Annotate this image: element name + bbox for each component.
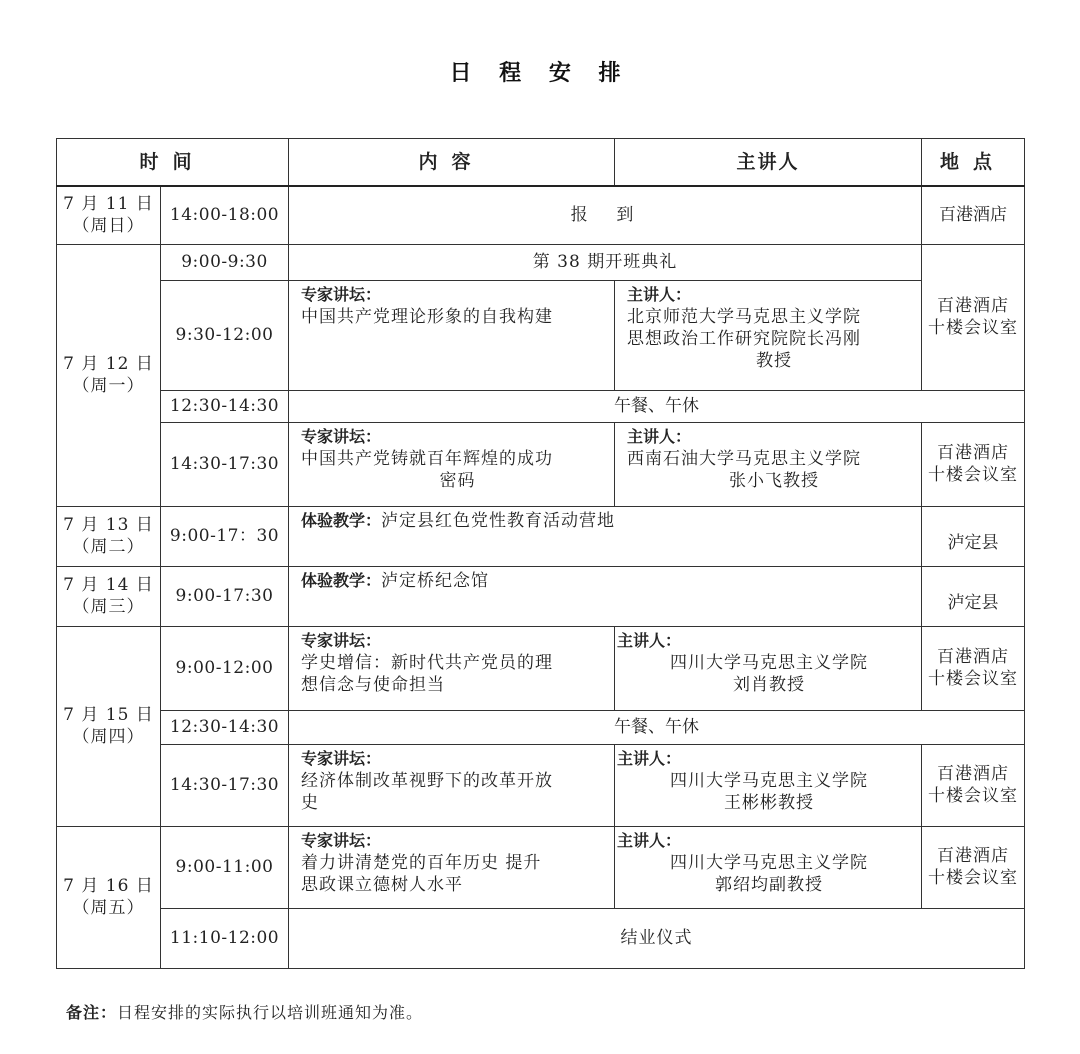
topic-text: 中国共产党理论形象的自我构建 [301, 306, 554, 327]
header-content: 内容 [289, 139, 615, 187]
speaker-cell [615, 744, 922, 826]
weekday-text: （周三） [72, 597, 145, 617]
topic-text: 密码 [439, 470, 476, 491]
speaker-cell [615, 422, 922, 506]
speaker-line: 教授 [756, 350, 793, 371]
content-cell: 报 到 [289, 186, 922, 244]
topic-cell [289, 280, 615, 390]
topic-text: 中国共产党铸就百年辉煌的成功 [301, 448, 554, 469]
location-cell [922, 826, 1025, 908]
table-row [57, 506, 1025, 566]
topic-label: 专家讲坛： [301, 748, 382, 768]
topic-cell [289, 626, 615, 710]
footnote-label: 备注： [66, 1003, 118, 1022]
date-text: 7 月 14 日 [63, 575, 154, 595]
content-cell: 结业仪式 [289, 908, 1025, 968]
location-line: 十楼会议室 [928, 868, 1019, 888]
topic-text: 学史增信：新时代共产党员的理 [301, 652, 554, 673]
speaker-cell [615, 280, 922, 390]
page-title: 日 程 安 排 [449, 61, 631, 86]
time-cell: 9:00-9:30 [161, 244, 289, 280]
topic-cell [289, 422, 615, 506]
speaker-label: 主讲人： [627, 284, 692, 304]
location-line: 十楼会议室 [928, 786, 1019, 806]
topic-label: 专家讲坛： [301, 284, 382, 304]
table-row [57, 826, 1025, 908]
date-cell [57, 626, 161, 826]
table-row [57, 186, 1025, 244]
speaker-label: 主讲人： [617, 630, 682, 650]
location-cell [922, 744, 1025, 826]
topic-label: 专家讲坛： [301, 630, 382, 650]
speaker-line: 四川大学马克思主义学院 [670, 770, 869, 791]
time-cell: 12:30-14:30 [161, 710, 289, 744]
location-cell: 泸定县 [922, 566, 1025, 626]
table-row [57, 390, 1025, 422]
weekday-text: （周日） [72, 216, 145, 237]
speaker-line: 思想政治工作研究院院长冯刚 [627, 328, 862, 349]
table-row [57, 422, 1025, 506]
content-label: 体验教学： [301, 570, 382, 590]
topic-cell [289, 744, 615, 826]
content-label: 体验教学： [301, 510, 382, 530]
table-row [57, 566, 1025, 626]
location-cell: 泸定县 [922, 506, 1025, 566]
content-cell [289, 506, 922, 566]
time-cell: 11:10-12:00 [161, 908, 289, 968]
header-location: 地点 [922, 139, 1025, 187]
header-time: 时间 [57, 139, 289, 187]
table-row [57, 244, 1025, 280]
weekday-text: （周五） [72, 898, 145, 918]
content-cell: 第 38 期开班典礼 [289, 244, 922, 280]
speaker-cell [615, 826, 922, 908]
location-line: 百港酒店 [937, 764, 1010, 784]
speaker-cell [615, 626, 922, 710]
header-speaker: 主讲人 [615, 139, 922, 187]
time-cell: 9:00-17：30 [161, 506, 289, 566]
date-cell [57, 186, 161, 244]
location-cell [922, 626, 1025, 710]
table-row [57, 710, 1025, 744]
date-text: 7 月 13 日 [63, 515, 154, 535]
location-line: 百港酒店 [937, 846, 1010, 866]
location-cell: 百港酒店 [922, 186, 1025, 244]
content-text: 泸定县红色党性教育活动营地 [381, 510, 616, 531]
topic-text: 经济体制改革视野下的改革开放 [301, 770, 554, 791]
footnote-text: 日程安排的实际执行以培训班通知为准。 [117, 1003, 424, 1022]
topic-label: 专家讲坛： [301, 830, 382, 850]
content-cell: 午餐、午休 [289, 390, 1025, 422]
time-cell: 12:30-14:30 [161, 390, 289, 422]
location-line: 百港酒店 [937, 647, 1010, 667]
topic-text: 思政课立德树人水平 [301, 874, 464, 895]
speaker-label: 主讲人： [617, 748, 682, 768]
time-cell: 9:30-12:00 [161, 280, 289, 390]
content-cell [289, 566, 922, 626]
content-text: 泸定桥纪念馆 [381, 570, 490, 591]
content-cell: 午餐、午休 [289, 710, 1025, 744]
location-line: 百港酒店 [937, 296, 1010, 316]
speaker-label: 主讲人： [617, 830, 682, 850]
time-cell: 14:30-17:30 [161, 744, 289, 826]
schedule-table [56, 138, 1025, 969]
speaker-line: 四川大学马克思主义学院 [670, 652, 869, 673]
time-cell: 9:00-17:30 [161, 566, 289, 626]
speaker-line: 郭绍均副教授 [715, 874, 824, 895]
table-row [57, 280, 1025, 390]
speaker-line: 张小飞教授 [729, 470, 820, 491]
location-line: 十楼会议室 [928, 465, 1019, 485]
footnote [66, 1000, 423, 1023]
table-row [57, 744, 1025, 826]
date-text: 7 月 12 日 [63, 354, 154, 374]
weekday-text: （周一） [72, 376, 145, 396]
topic-text: 想信念与使命担当 [301, 674, 446, 695]
date-text: 7 月 11 日 [63, 194, 154, 215]
weekday-text: （周二） [72, 537, 145, 557]
date-cell [57, 826, 161, 968]
time-cell: 9:00-12:00 [161, 626, 289, 710]
speaker-line: 四川大学马克思主义学院 [670, 852, 869, 873]
date-text: 7 月 16 日 [63, 876, 154, 896]
location-line: 十楼会议室 [928, 669, 1019, 689]
time-cell: 9:00-11:00 [161, 826, 289, 908]
date-text: 7 月 15 日 [63, 705, 154, 725]
location-cell [922, 422, 1025, 506]
speaker-line: 西南石油大学马克思主义学院 [627, 448, 862, 469]
speaker-label: 主讲人： [627, 426, 692, 446]
topic-cell [289, 826, 615, 908]
speaker-line: 北京师范大学马克思主义学院 [627, 306, 862, 327]
date-cell [57, 244, 161, 506]
topic-text: 着力讲清楚党的百年历史 提升 [301, 852, 542, 873]
speaker-line: 刘肖教授 [733, 674, 806, 695]
time-cell: 14:00-18:00 [161, 186, 289, 244]
table-row [57, 626, 1025, 710]
speaker-line: 王彬彬教授 [724, 792, 815, 813]
location-line: 十楼会议室 [928, 318, 1019, 338]
table-row [57, 908, 1025, 968]
header-row [57, 139, 1025, 187]
date-cell [57, 566, 161, 626]
date-cell [57, 506, 161, 566]
topic-text: 史 [301, 792, 320, 813]
weekday-text: （周四） [72, 727, 145, 747]
location-cell [922, 244, 1025, 390]
time-cell: 14:30-17:30 [161, 422, 289, 506]
location-line: 百港酒店 [937, 443, 1010, 463]
topic-label: 专家讲坛： [301, 426, 382, 446]
